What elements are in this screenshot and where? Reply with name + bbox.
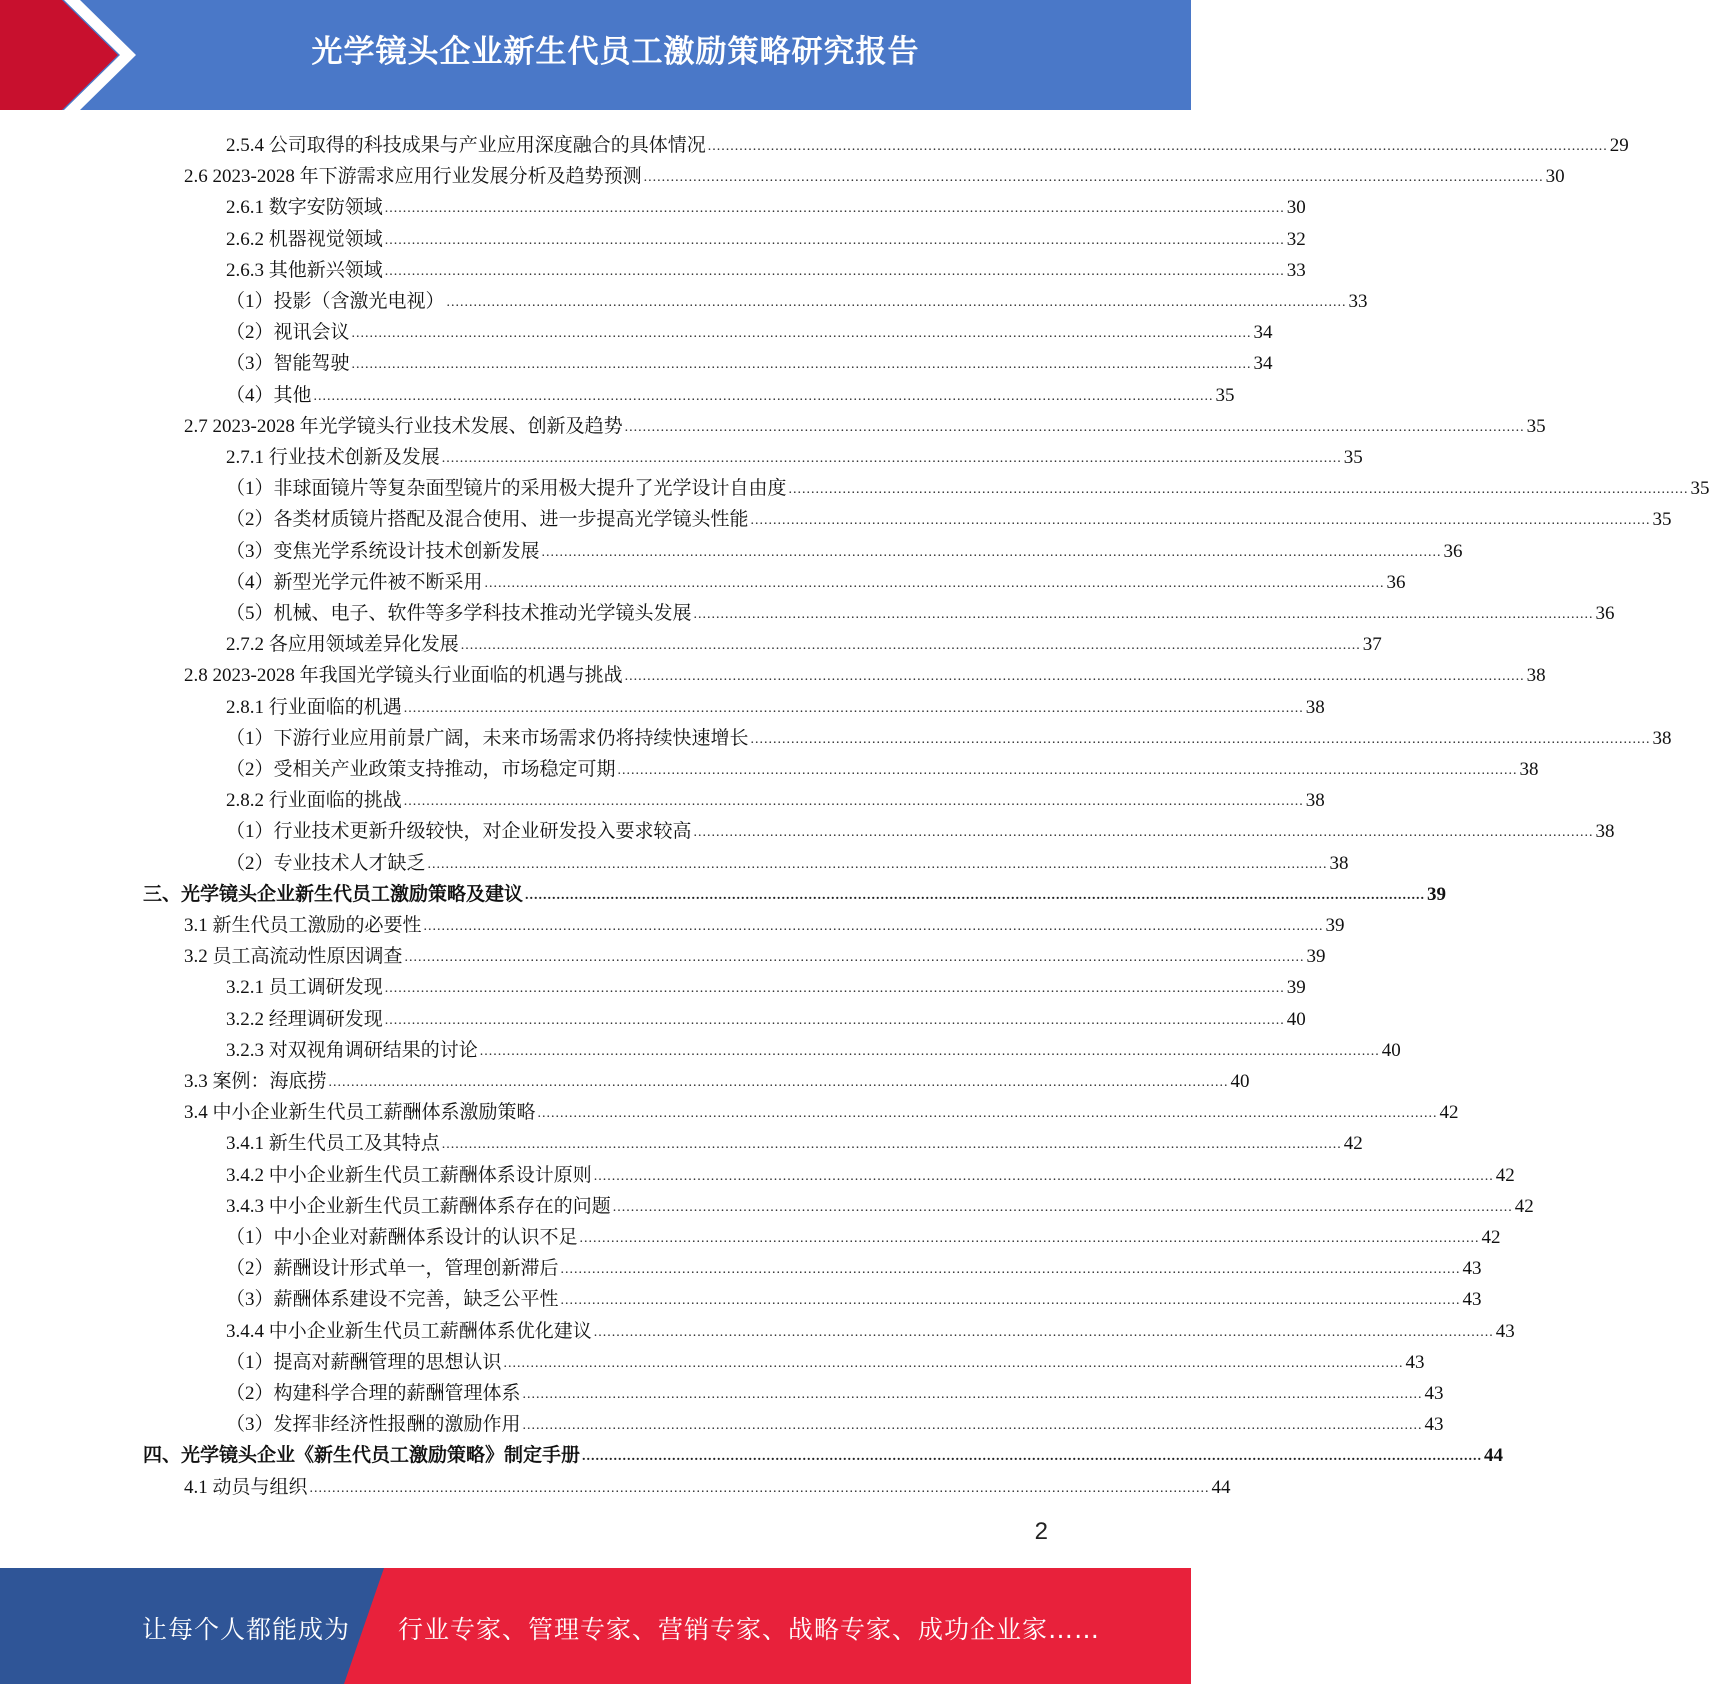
- toc-entry-label: 2.6.3 其他新兴领域: [226, 259, 383, 281]
- toc-dot-leader: ........................................................................................................................................................................................................: [384, 232, 1285, 248]
- toc-dot-leader: ........................................................................................................................................................................................................: [537, 1106, 1438, 1122]
- footer-slogan-right: 行业专家、管理专家、营销专家、战略专家、成功企业家……: [398, 1615, 1101, 1644]
- toc-entry-page: 38: [1329, 852, 1349, 874]
- toc-entry-page: 43: [1495, 1320, 1515, 1342]
- toc-entry-label: 2.6.2 机器视觉领域: [226, 228, 383, 250]
- toc-entry[interactable]: [226, 626, 1382, 657]
- toc-entry[interactable]: [184, 907, 1345, 938]
- toc-entry[interactable]: [226, 1406, 1444, 1437]
- toc-entry-label: 2.6 2023-2028 年下游需求应用行业发展分析及趋势预测: [184, 166, 642, 188]
- report-title: 光学镜头企业新生代员工激励策略研究报告: [311, 34, 920, 70]
- toc-entry-label: 2.8.1 行业面临的机遇: [226, 696, 402, 718]
- toc-entry-label: 3.2.2 经理调研发现: [226, 1008, 383, 1030]
- toc-entry[interactable]: [226, 1032, 1401, 1063]
- toc-dot-leader: ........................................................................................................................................................................................................: [593, 1168, 1494, 1184]
- toc-entry-page: 40: [1230, 1071, 1250, 1092]
- toc-entry-page: 34: [1253, 353, 1273, 375]
- toc-entry-page: 36: [1443, 540, 1463, 562]
- toc-entry[interactable]: [184, 1469, 1231, 1500]
- toc-entry-page: 42: [1343, 1133, 1363, 1155]
- toc-entry-page: 36: [1386, 571, 1406, 593]
- toc-entry-page: 34: [1253, 322, 1273, 344]
- toc-dot-leader: ........................................................................................................................................................................................................: [441, 451, 1342, 466]
- toc-dot-leader: ........................................................................................................................................................................................................: [446, 295, 1347, 310]
- toc-entry[interactable]: [226, 283, 1368, 314]
- toc-entry-label: （1）投影（含激光电视）: [226, 291, 445, 312]
- toc-entry[interactable]: [226, 470, 1710, 501]
- toc-entry-label: 2.6.1 数字安防领域: [226, 197, 383, 219]
- toc-entry-label: 四、光学镜头企业《新生代员工激励策略》制定手册: [143, 1445, 581, 1467]
- toc-entry-label: 三、光学镜头企业新生代员工激励策略及建议: [143, 883, 524, 905]
- toc-dot-leader: ........................................................................................................................................................................................................: [484, 575, 1385, 591]
- toc-entry-label: 4.1 动员与组织: [184, 1476, 308, 1498]
- toc-entry[interactable]: [184, 938, 1326, 969]
- toc-dot-leader: ........................................................................................................................................................................................................: [788, 482, 1689, 498]
- toc-entry[interactable]: [226, 1188, 1534, 1219]
- toc-dot-leader: ........................................................................................................................................................................................................: [579, 1231, 1480, 1246]
- toc-entry-label: （2）构建科学合理的薪酬管理体系: [226, 1383, 521, 1404]
- toc-entry[interactable]: [226, 1125, 1363, 1156]
- toc-entry-label: （2）视讯会议: [226, 322, 350, 344]
- toc-entry-page: 44: [1484, 1445, 1504, 1467]
- toc-entry[interactable]: [226, 595, 1615, 626]
- toc-entry-page: 43: [1424, 1383, 1444, 1404]
- toc-dot-leader: ........................................................................................................................................................................................................: [403, 794, 1304, 810]
- toc-dot-leader: ........................................................................................................................................................................................................: [750, 513, 1651, 529]
- toc-entry-page: 29: [1609, 135, 1629, 156]
- toc-dot-leader: ........................................................................................................................................................................................................: [541, 544, 1442, 560]
- toc-entry[interactable]: [184, 158, 1565, 189]
- toc-entry-page: 43: [1462, 1289, 1482, 1311]
- toc-dot-leader: ........................................................................................................................................................................................................: [384, 201, 1285, 217]
- toc-dot-leader: ........................................................................................................................................................................................................: [328, 1075, 1229, 1090]
- toc-entry-page: 39: [1427, 883, 1447, 905]
- toc-entry[interactable]: [226, 1375, 1444, 1406]
- toc-dot-leader: ........................................................................................................................................................................................................: [693, 825, 1594, 841]
- toc-entry-label: 2.7.2 各应用领域差异化发展: [226, 634, 459, 656]
- toc-entry-page: 39: [1306, 946, 1326, 968]
- toc-entry-label: 3.4.3 中小企业新生代员工薪酬体系存在的问题: [226, 1195, 611, 1217]
- toc-dot-leader: ........................................................................................................................................................................................................: [423, 919, 1324, 934]
- toc-entry-label: 3.2.1 员工调研发现: [226, 977, 383, 999]
- toc-entry[interactable]: [184, 657, 1546, 688]
- toc-entry-label: （1）下游行业应用前景广阔，未来市场需求仍将持续快速增长: [226, 727, 749, 749]
- toc-dot-leader: ........................................................................................................................................................................................................: [582, 1449, 1483, 1465]
- toc-entry-page: 33: [1286, 259, 1306, 281]
- toc-entry-label: （1）行业技术更新升级较快，对企业研发投入要求较高: [226, 821, 692, 843]
- toc-dot-leader: ........................................................................................................................................................................................................: [560, 1262, 1461, 1278]
- toc-dot-leader: ........................................................................................................................................................................................................: [624, 419, 1525, 435]
- toc-entry-label: （1）中小企业对薪酬体系设计的认识不足: [226, 1227, 578, 1248]
- toc-entry[interactable]: [226, 252, 1306, 283]
- toc-entry-page: 42: [1495, 1164, 1515, 1186]
- toc-entry-page: 30: [1545, 166, 1565, 188]
- toc-entry[interactable]: [226, 1219, 1501, 1250]
- toc-entry-label: 2.7.1 行业技术创新及发展: [226, 447, 440, 468]
- toc-dot-leader: ........................................................................................................................................................................................................: [441, 1137, 1342, 1153]
- toc-entry-label: （3）变焦光学系统设计技术创新发展: [226, 540, 540, 562]
- toc-entry-label: （1）提高对薪酬管理的思想认识: [226, 1351, 502, 1373]
- toc-dot-leader: ........................................................................................................................................................................................................: [617, 763, 1518, 778]
- toc-entry-page: 42: [1439, 1102, 1459, 1124]
- toc-dot-leader: ........................................................................................................................................................................................................: [351, 357, 1252, 373]
- toc-entry[interactable]: [226, 1313, 1515, 1344]
- toc-entry-page: 40: [1381, 1039, 1401, 1061]
- toc-entry-page: 35: [1652, 509, 1672, 531]
- toc-dot-leader: ........................................................................................................................................................................................................: [707, 139, 1608, 154]
- toc-entry-page: 43: [1462, 1258, 1482, 1280]
- toc-entry-label: （3）智能驾驶: [226, 353, 350, 375]
- toc-entry-page: 38: [1305, 790, 1325, 812]
- toc-entry-page: 33: [1348, 291, 1368, 312]
- toc-entry-page: 36: [1595, 603, 1615, 624]
- toc-dot-leader: ........................................................................................................................................................................................................: [503, 1355, 1404, 1371]
- toc-entry-label: 3.1 新生代员工激励的必要性: [184, 915, 422, 936]
- page-header: [0, 0, 1191, 110]
- toc-entry[interactable]: [226, 845, 1349, 876]
- toc-dot-leader: ........................................................................................................................................................................................................: [313, 388, 1214, 404]
- toc-entry-page: 35: [1526, 415, 1546, 437]
- toc-entry[interactable]: [226, 813, 1615, 844]
- toc-entry[interactable]: [226, 533, 1463, 564]
- toc-entry-label: 2.5.4 公司取得的科技成果与产业应用深度融合的具体情况: [226, 135, 706, 156]
- toc-dot-leader: ........................................................................................................................................................................................................: [351, 326, 1252, 342]
- toc-entry-label: 2.8 2023-2028 年我国光学镜头行业面临的机遇与挑战: [184, 665, 623, 687]
- toc-entry-label: （3）薪酬体系建设不完善，缺乏公平性: [226, 1289, 559, 1311]
- toc-entry[interactable]: [226, 501, 1672, 532]
- toc-entry[interactable]: [226, 969, 1306, 1000]
- toc-entry[interactable]: [226, 782, 1325, 813]
- toc-entry-label: 3.4 中小企业新生代员工薪酬体系激励策略: [184, 1102, 536, 1124]
- toc-dot-leader: ........................................................................................................................................................................................................: [384, 263, 1285, 279]
- toc-entry-page: 42: [1514, 1195, 1534, 1217]
- toc-entry-page: 42: [1481, 1227, 1501, 1248]
- toc-entry-page: 32: [1286, 228, 1306, 250]
- toc-entry[interactable]: [226, 127, 1629, 158]
- toc-entry-page: 37: [1362, 634, 1382, 656]
- toc-entry-page: 39: [1286, 977, 1306, 999]
- toc-entry-page: 43: [1405, 1351, 1425, 1373]
- toc-dot-leader: ........................................................................................................................................................................................................: [643, 170, 1544, 186]
- toc-entry[interactable]: [226, 221, 1306, 252]
- toc-entry-page: 39: [1325, 915, 1345, 936]
- toc-dot-leader: ........................................................................................................................................................................................................: [460, 638, 1361, 654]
- toc-dot-leader: ........................................................................................................................................................................................................: [560, 1293, 1461, 1309]
- toc-entry[interactable]: [226, 1281, 1482, 1312]
- toc-entry[interactable]: [184, 1094, 1459, 1125]
- toc-entry-page: 43: [1424, 1414, 1444, 1436]
- toc-entry[interactable]: [226, 564, 1406, 595]
- toc-entry[interactable]: [226, 1157, 1515, 1188]
- toc-entry-label: 3.2 员工高流动性原因调查: [184, 946, 403, 968]
- toc-dot-leader: ........................................................................................................................................................................................................: [522, 1387, 1423, 1402]
- toc-entry[interactable]: [226, 720, 1672, 751]
- toc-dot-leader: ........................................................................................................................................................................................................: [384, 1012, 1285, 1028]
- toc-dot-leader: ........................................................................................................................................................................................................: [612, 1199, 1513, 1215]
- toc-entry-label: 3.4.4 中小企业新生代员工薪酬体系优化建议: [226, 1320, 592, 1342]
- page-footer: [0, 1568, 1191, 1684]
- toc-dot-leader: ........................................................................................................................................................................................................: [525, 887, 1426, 903]
- toc-dot-leader: ........................................................................................................................................................................................................: [309, 1480, 1210, 1496]
- toc-dot-leader: ........................................................................................................................................................................................................: [693, 607, 1594, 622]
- toc-dot-leader: ........................................................................................................................................................................................................: [750, 731, 1651, 747]
- toc-dot-leader: ........................................................................................................................................................................................................: [384, 981, 1285, 997]
- toc-entry-label: （4）新型光学元件被不断采用: [226, 571, 483, 593]
- toc-entry-page: 38: [1652, 727, 1672, 749]
- toc-entry-page: 30: [1286, 197, 1306, 219]
- toc-entry-label: （5）机械、电子、软件等多学科技术推动光学镜头发展: [226, 603, 692, 624]
- toc-entry-label: （2）各类材质镜片搭配及混合使用、进一步提高光学镜头性能: [226, 509, 749, 531]
- toc-entry-page: 38: [1595, 821, 1615, 843]
- toc-entry-label: 3.2.3 对双视角调研结果的讨论: [226, 1039, 478, 1061]
- toc-entry[interactable]: [226, 314, 1273, 345]
- toc-entry[interactable]: [226, 345, 1273, 376]
- toc-entry-label: 3.3 案例：海底捞: [184, 1071, 327, 1092]
- toc-entry-label: （2）薪酬设计形式单一，管理创新滞后: [226, 1258, 559, 1280]
- toc-entry[interactable]: [226, 1250, 1482, 1281]
- toc-entry[interactable]: [226, 1001, 1306, 1032]
- toc-entry-page: 38: [1519, 759, 1539, 780]
- toc-entry-label: （2）受相关产业政策支持推动，市场稳定可期: [226, 759, 616, 780]
- toc-entry-label: （3）发挥非经济性报酬的激励作用: [226, 1414, 521, 1436]
- toc-dot-leader: ........................................................................................................................................................................................................: [403, 700, 1304, 716]
- toc-entry-page: 38: [1305, 696, 1325, 718]
- toc-dot-leader: ........................................................................................................................................................................................................: [522, 1418, 1423, 1434]
- toc-entry-page: 35: [1343, 447, 1363, 468]
- toc-entry-label: （2）专业技术人才缺乏: [226, 852, 426, 874]
- toc-entry[interactable]: [226, 1344, 1425, 1375]
- toc-entry[interactable]: [143, 1437, 1504, 1468]
- toc-dot-leader: ........................................................................................................................................................................................................: [427, 856, 1328, 872]
- toc-dot-leader: ........................................................................................................................................................................................................: [624, 669, 1525, 685]
- toc-entry-page: 44: [1211, 1476, 1231, 1498]
- toc-entry-page: 35: [1215, 384, 1235, 406]
- toc-entry[interactable]: [226, 377, 1235, 408]
- toc-entry-label: （1）非球面镜片等复杂面型镜片的采用极大提升了光学设计自由度: [226, 478, 787, 500]
- toc-entry[interactable]: [143, 876, 1447, 907]
- toc-entry-label: 2.8.2 行业面临的挑战: [226, 790, 402, 812]
- toc-entry-label: 2.7 2023-2028 年光学镜头行业技术发展、创新及趋势: [184, 415, 623, 437]
- toc-entry-label: 3.4.2 中小企业新生代员工薪酬体系设计原则: [226, 1164, 592, 1186]
- toc-entry-label: （4）其他: [226, 384, 312, 406]
- toc-entry-page: 40: [1286, 1008, 1306, 1030]
- toc-entry[interactable]: [184, 1063, 1250, 1094]
- toc-dot-leader: ........................................................................................................................................................................................................: [404, 950, 1305, 966]
- toc-entry[interactable]: [226, 439, 1363, 470]
- toc-dot-leader: ........................................................................................................................................................................................................: [593, 1324, 1494, 1340]
- toc-entry-page: 35: [1690, 478, 1710, 500]
- toc-dot-leader: ........................................................................................................................................................................................................: [479, 1043, 1380, 1059]
- toc-entry[interactable]: [184, 408, 1546, 439]
- toc-entry-page: 38: [1526, 665, 1546, 687]
- toc-entry[interactable]: [226, 689, 1325, 720]
- toc-entry-label: 3.4.1 新生代员工及其特点: [226, 1133, 440, 1155]
- page-number: 2: [1034, 1518, 1048, 1545]
- footer-slogan-left: 让每个人都能成为: [142, 1615, 351, 1644]
- toc-entry[interactable]: [226, 751, 1539, 782]
- toc-entry[interactable]: [226, 189, 1306, 220]
